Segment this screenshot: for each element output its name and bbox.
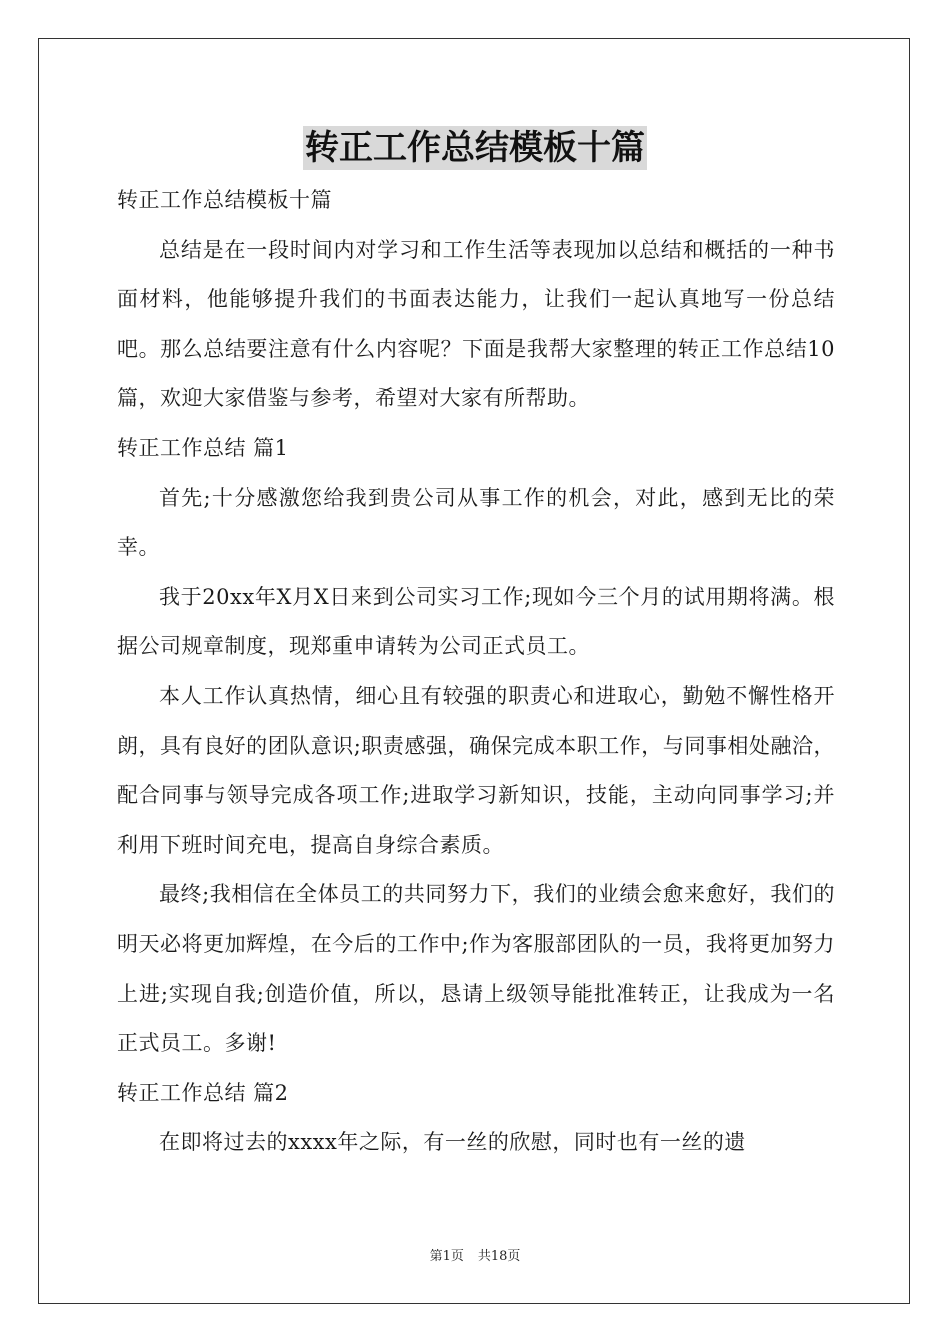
paragraph: 本人工作认真热情，细心且有较强的职责心和进取心，勤勉不懈性格开朗，具有良好的团队意识;职责感强，确保完成本职工作，与同事相处融洽，配合同事与领导完成各项工作;进取学习新知识，技能，主动向同事学习;并利用下班时间充电，提高自身综合素质。 xyxy=(117,683,835,857)
document-title-row xyxy=(0,126,950,170)
paragraph-intro: 总结是在一段时间内对学习和工作生活等表现加以总结和概括的一种书面材料，他能够提升我们的书面表达能力，让我们一起认真地写一份总结吧。那么总结要注意有什么内容呢？下面是我帮大家整理的转正工作总结10篇，欢迎大家借鉴与参考，希望对大家有所帮助。 xyxy=(117,237,835,411)
paragraph: 在即将过去的xxxx年之际，有一丝的欣慰，同时也有一丝的遗 xyxy=(159,1130,746,1155)
section-heading-2: 转正工作总结 篇2 xyxy=(117,1080,289,1105)
page-number: 第1页 xyxy=(429,1249,464,1264)
page-total: 共18页 xyxy=(477,1249,521,1264)
paragraph: 首先;十分感激您给我到贵公司从事工作的机会，对此，感到无比的荣幸。 xyxy=(117,485,835,560)
document-title: 转正工作总结模板十篇 xyxy=(305,128,645,168)
paragraph: 我于20xx年X月X日来到公司实习工作;现如今三个月的试用期将满。根据公司规章制度，现郑重申请转为公司正式员工。 xyxy=(117,584,835,659)
section-heading-1: 转正工作总结 篇1 xyxy=(117,435,289,460)
paragraph-subtitle: 转正工作总结模板十篇 xyxy=(117,188,332,212)
paragraph: 最终;我相信在全体员工的共同努力下，我们的业绩会愈来愈好，我们的明天必将更加辉煌，在今后的工作中;作为客服部团队的一员，我将更加努力上进;实现自我;创造价值，所以，恳请上级领导能批准转正，让我成为一名正式员工。多谢! xyxy=(117,882,835,1056)
page-footer xyxy=(0,1248,950,1266)
document-body xyxy=(117,176,835,1168)
